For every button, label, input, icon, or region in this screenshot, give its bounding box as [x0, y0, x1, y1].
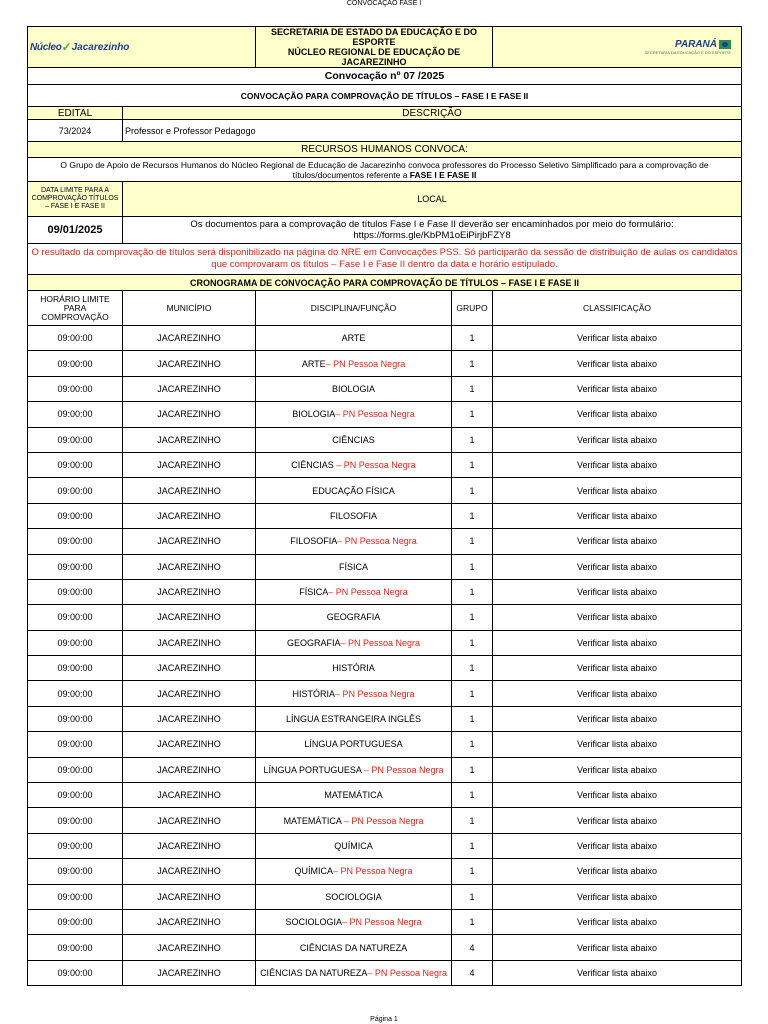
discipline-name: QUÍMICA: [294, 866, 333, 877]
discipline-name: EDUCAÇÃO FÍSICA: [312, 485, 395, 496]
rh-text: [28, 158, 742, 182]
cell-grupo: 4: [452, 960, 493, 985]
nucleo-jacarezinho-logo: [30, 40, 253, 54]
parana-flag-icon: [719, 40, 731, 49]
cell-municipio: JACAREZINHO: [123, 605, 256, 630]
cell-horario: 09:00:00: [28, 402, 123, 427]
cell-grupo: 1: [452, 478, 493, 503]
cell-municipio: JACAREZINHO: [123, 656, 256, 681]
cell-disciplina: [256, 427, 452, 452]
cell-grupo: 1: [452, 909, 493, 934]
table-row: [28, 503, 742, 528]
discipline-name: HISTÓRIA: [332, 663, 375, 674]
cell-municipio: JACAREZINHO: [123, 554, 256, 579]
cell-classificacao: Verificar lista abaixo: [493, 732, 742, 757]
cell-horario: 09:00:00: [28, 935, 123, 960]
table-row: [28, 452, 742, 477]
col-grupo: GRUPO: [452, 291, 493, 326]
cell-horario: 09:00:00: [28, 503, 123, 528]
table-row: [28, 706, 742, 731]
pn-quota-label: – PN Pessoa Negra: [325, 358, 406, 369]
cell-classificacao: Verificar lista abaixo: [493, 859, 742, 884]
cell-municipio: JACAREZINHO: [123, 681, 256, 706]
discipline-name: LÍNGUA PORTUGUESA: [263, 764, 362, 775]
cell-horario: 09:00:00: [28, 376, 123, 401]
cell-horario: 09:00:00: [28, 884, 123, 909]
cell-disciplina: [256, 757, 452, 782]
pn-quota-label: – PN Pessoa Negra: [333, 460, 416, 471]
cell-disciplina: [256, 681, 452, 706]
discipline-name: CIÊNCIAS: [291, 460, 334, 471]
table-row: [28, 909, 742, 934]
cell-grupo: 1: [452, 706, 493, 731]
col-descricao: DESCRIÇÃO: [123, 107, 742, 120]
cell-classificacao: Verificar lista abaixo: [493, 630, 742, 655]
table-row: [28, 935, 742, 960]
cell-municipio: JACAREZINHO: [123, 783, 256, 808]
pn-quota-label: – PN Pessoa Negra: [328, 587, 408, 598]
table-row: [28, 605, 742, 630]
cell-disciplina: [256, 909, 452, 934]
cell-municipio: JACAREZINHO: [123, 503, 256, 528]
cell-grupo: 1: [452, 326, 493, 351]
convocation-subtitle: CONVOCAÇÃO PARA COMPROVAÇÃO DE TÍTULOS – FASE I E FASE II: [28, 85, 742, 107]
institution-line-1: SECRETARIA DE ESTADO DA EDUCAÇÃO E DO ESPORTE: [271, 27, 478, 47]
table-row: [28, 656, 742, 681]
cell-disciplina: [256, 706, 452, 731]
cell-municipio: JACAREZINHO: [123, 808, 256, 833]
page-running-title: CONVOCAÇÃO FASE I: [346, 0, 422, 7]
parana-logo-cell: [493, 27, 742, 68]
cell-classificacao: Verificar lista abaixo: [493, 605, 742, 630]
cell-disciplina: [256, 452, 452, 477]
cell-horario: 09:00:00: [28, 757, 123, 782]
parana-logo: [495, 39, 731, 55]
cell-grupo: 1: [452, 503, 493, 528]
table-row: [28, 732, 742, 757]
cell-horario: 09:00:00: [28, 859, 123, 884]
cell-grupo: 1: [452, 681, 493, 706]
cell-horario: 09:00:00: [28, 960, 123, 985]
discipline-name: GEOGRAFIA: [286, 637, 341, 648]
local-instructions: [123, 217, 742, 244]
cell-municipio: JACAREZINHO: [123, 630, 256, 655]
discipline-name: BIOLOGIA: [292, 409, 336, 420]
cell-grupo: 1: [452, 605, 493, 630]
cell-grupo: 1: [452, 402, 493, 427]
cell-disciplina: [256, 960, 452, 985]
table-row: [28, 884, 742, 909]
local-text: Os documentos para a comprovação de títulos Fase I e Fase II deverão ser encaminhados por meio do formulário:: [190, 219, 674, 230]
schedule-title: CRONOGRAMA DE CONVOCAÇÃO PARA COMPROVAÇÃO DE TÍTULOS – FASE I E FASE II: [28, 275, 742, 291]
table-row: [28, 783, 742, 808]
header-institution: [256, 27, 493, 68]
cell-classificacao: Verificar lista abaixo: [493, 452, 742, 477]
table-row: [28, 554, 742, 579]
pn-quota-label: – PN Pessoa Negra: [340, 637, 421, 648]
cell-grupo: 1: [452, 808, 493, 833]
pn-quota-label: – PN Pessoa Negra: [361, 764, 444, 775]
rh-title: RECURSOS HUMANOS CONVOCA:: [28, 142, 742, 158]
cell-grupo: 1: [452, 656, 493, 681]
col-local: LOCAL: [123, 182, 742, 217]
cell-disciplina: [256, 529, 452, 554]
pn-quota-label: – PN Pessoa Negra: [342, 917, 422, 928]
header-logo-cell: [28, 27, 256, 68]
cell-horario: 09:00:00: [28, 732, 123, 757]
cell-municipio: JACAREZINHO: [123, 706, 256, 731]
table-row: [28, 376, 742, 401]
cell-horario: 09:00:00: [28, 351, 123, 376]
cell-municipio: JACAREZINHO: [123, 326, 256, 351]
cell-classificacao: Verificar lista abaixo: [493, 376, 742, 401]
cell-municipio: JACAREZINHO: [123, 478, 256, 503]
cell-horario: 09:00:00: [28, 554, 123, 579]
discipline-name: MATEMÁTICA: [283, 815, 342, 826]
cell-municipio: JACAREZINHO: [123, 376, 256, 401]
cell-municipio: JACAREZINHO: [123, 452, 256, 477]
discipline-name: FILOSOFIA: [290, 536, 338, 547]
cell-municipio: JACAREZINHO: [123, 351, 256, 376]
descricao-value: Professor e Professor Pedagogo: [123, 120, 742, 142]
cell-classificacao: Verificar lista abaixo: [493, 884, 742, 909]
table-row: [28, 960, 742, 985]
cell-municipio: JACAREZINHO: [123, 884, 256, 909]
cell-grupo: 1: [452, 427, 493, 452]
cell-classificacao: Verificar lista abaixo: [493, 757, 742, 782]
cell-classificacao: Verificar lista abaixo: [493, 478, 742, 503]
table-row: [28, 681, 742, 706]
cell-horario: 09:00:00: [28, 326, 123, 351]
cell-municipio: JACAREZINHO: [123, 757, 256, 782]
cell-disciplina: [256, 630, 452, 655]
cell-classificacao: Verificar lista abaixo: [493, 351, 742, 376]
discipline-name: MATEMÁTICA: [324, 790, 383, 801]
table-row: [28, 630, 742, 655]
cell-municipio: JACAREZINHO: [123, 833, 256, 858]
table-row: [28, 478, 742, 503]
cell-disciplina: [256, 554, 452, 579]
cell-disciplina: [256, 605, 452, 630]
cell-classificacao: Verificar lista abaixo: [493, 579, 742, 604]
cell-grupo: 4: [452, 935, 493, 960]
cell-horario: 09:00:00: [28, 478, 123, 503]
col-municipio: MUNICÍPIO: [123, 291, 256, 326]
cell-disciplina: [256, 884, 452, 909]
cell-classificacao: Verificar lista abaixo: [493, 326, 742, 351]
cell-grupo: 1: [452, 554, 493, 579]
pn-quota-label: – PN Pessoa Negra: [337, 536, 417, 547]
logo-text-jacarezinho: Jacarezinho: [71, 41, 130, 53]
pn-quota-label: – PN Pessoa Negra: [333, 866, 413, 877]
cell-horario: 09:00:00: [28, 833, 123, 858]
cell-horario: 09:00:00: [28, 783, 123, 808]
cell-municipio: JACAREZINHO: [123, 859, 256, 884]
cell-disciplina: [256, 376, 452, 401]
cell-classificacao: Verificar lista abaixo: [493, 706, 742, 731]
convocation-number: Convocação nº 07 /2025: [28, 68, 742, 85]
cell-classificacao: Verificar lista abaixo: [493, 503, 742, 528]
discipline-name: SOCIOLOGIA: [325, 891, 382, 902]
cell-horario: 09:00:00: [28, 630, 123, 655]
discipline-name: QUÍMICA: [334, 841, 373, 851]
cell-grupo: 1: [452, 833, 493, 858]
discipline-name: FÍSICA: [299, 587, 329, 598]
cell-classificacao: Verificar lista abaixo: [493, 427, 742, 452]
table-row: [28, 326, 742, 351]
cell-classificacao: Verificar lista abaixo: [493, 808, 742, 833]
edital-value: 73/2024: [28, 120, 123, 142]
cell-grupo: 1: [452, 757, 493, 782]
rh-text-body: O Grupo de Apoio de Recursos Humanos do Núcleo Regional de Educação de Jacarezinho convoca professores do Processo Seletivo Simplificado para a comprovação de títulos/documentos referente a: [60, 159, 709, 180]
pn-quota-label: – PN Pessoa Negra: [341, 815, 424, 826]
cell-grupo: 1: [452, 376, 493, 401]
cell-classificacao: Verificar lista abaixo: [493, 833, 742, 858]
discipline-name: CIÊNCIAS DA NATUREZA: [299, 942, 408, 953]
cell-horario: 09:00:00: [28, 681, 123, 706]
table-row: [28, 351, 742, 376]
cell-municipio: JACAREZINHO: [123, 960, 256, 985]
page-footer: Página 1: [370, 1016, 398, 1023]
col-disciplina: DISCIPLINA/FUNÇÃO: [256, 291, 452, 326]
cell-grupo: 1: [452, 452, 493, 477]
pn-quota-label: – PN Pessoa Negra: [335, 409, 415, 420]
cell-municipio: JACAREZINHO: [123, 427, 256, 452]
cell-grupo: 1: [452, 732, 493, 757]
col-data-limite: DATA LIMITE PARA A COMPROVAÇÃO TÍTULOS – FASE I E FASE II: [28, 182, 123, 217]
cell-horario: 09:00:00: [28, 808, 123, 833]
discipline-name: LÍNGUA PORTUGUESA: [304, 739, 403, 750]
discipline-name: GEOGRAFIA: [326, 612, 381, 623]
cell-municipio: JACAREZINHO: [123, 935, 256, 960]
cell-horario: 09:00:00: [28, 579, 123, 604]
pn-quota-label: – PN Pessoa Negra: [367, 967, 447, 978]
parana-logo-subtitle: SECRETARIA DA EDUCAÇÃO E DO ESPORTE: [644, 50, 732, 55]
cell-disciplina: [256, 732, 452, 757]
cell-disciplina: [256, 351, 452, 376]
cell-grupo: 1: [452, 884, 493, 909]
cell-horario: 09:00:00: [28, 529, 123, 554]
cell-grupo: 1: [452, 579, 493, 604]
cell-classificacao: Verificar lista abaixo: [493, 656, 742, 681]
cell-horario: 09:00:00: [28, 452, 123, 477]
table-row: [28, 402, 742, 427]
checkmark-icon: ✓: [61, 40, 72, 54]
cell-grupo: 1: [452, 351, 493, 376]
table-row: [28, 859, 742, 884]
cell-disciplina: [256, 783, 452, 808]
cell-classificacao: Verificar lista abaixo: [493, 681, 742, 706]
col-horario: HORÁRIO LIMITE PARA COMPROVAÇÃO: [28, 291, 123, 326]
cell-grupo: 1: [452, 783, 493, 808]
cell-municipio: JACAREZINHO: [123, 732, 256, 757]
cell-horario: 09:00:00: [28, 605, 123, 630]
table-row: [28, 833, 742, 858]
cell-horario: 09:00:00: [28, 656, 123, 681]
table-row: [28, 808, 742, 833]
discipline-name: CIÊNCIAS: [332, 434, 375, 445]
cell-municipio: JACAREZINHO: [123, 402, 256, 427]
cell-horario: 09:00:00: [28, 706, 123, 731]
cell-grupo: 1: [452, 529, 493, 554]
institution-line-2: NÚCLEO REGIONAL DE EDUCAÇÃO DE JACAREZINHO: [287, 47, 461, 67]
discipline-name: SOCIOLOGIA: [285, 917, 342, 928]
parana-logo-text: PARANÁ: [674, 39, 718, 50]
cell-disciplina: [256, 833, 452, 858]
cell-disciplina: [256, 326, 452, 351]
discipline-name: CIÊNCIAS DA NATUREZA: [260, 967, 368, 978]
cell-disciplina: [256, 478, 452, 503]
schedule-rows: [28, 326, 742, 986]
cell-disciplina: [256, 579, 452, 604]
convocation-table: [27, 26, 742, 986]
cell-disciplina: [256, 808, 452, 833]
cell-disciplina: [256, 656, 452, 681]
discipline-name: ARTE: [341, 333, 366, 344]
cell-classificacao: Verificar lista abaixo: [493, 783, 742, 808]
form-link[interactable]: https://forms.gle/KbPM1oEiPirjbFZY8: [353, 230, 511, 241]
cell-grupo: 1: [452, 630, 493, 655]
table-row: [28, 579, 742, 604]
table-row: [28, 529, 742, 554]
discipline-name: FÍSICA: [339, 561, 369, 572]
cell-classificacao: Verificar lista abaixo: [493, 554, 742, 579]
cell-disciplina: [256, 859, 452, 884]
rh-text-bold: FASE I E FASE II: [409, 169, 477, 180]
cell-disciplina: [256, 402, 452, 427]
pn-quota-label: – PN Pessoa Negra: [335, 688, 415, 699]
cell-municipio: JACAREZINHO: [123, 579, 256, 604]
cell-disciplina: [256, 935, 452, 960]
cell-municipio: JACAREZINHO: [123, 529, 256, 554]
table-row: [28, 757, 742, 782]
discipline-name: ARTE: [301, 358, 326, 369]
cell-horario: 09:00:00: [28, 427, 123, 452]
cell-classificacao: Verificar lista abaixo: [493, 529, 742, 554]
discipline-name: BIOLOGIA: [332, 383, 376, 394]
cell-classificacao: Verificar lista abaixo: [493, 935, 742, 960]
logo-text-nucleo: Núcleo: [30, 41, 62, 53]
discipline-name: FILOSOFIA: [330, 510, 378, 521]
discipline-name: HISTÓRIA: [292, 688, 335, 699]
cell-classificacao: Verificar lista abaixo: [493, 960, 742, 985]
table-row: [28, 427, 742, 452]
cell-classificacao: Verificar lista abaixo: [493, 909, 742, 934]
cell-grupo: 1: [452, 859, 493, 884]
cell-municipio: JACAREZINHO: [123, 909, 256, 934]
cell-classificacao: Verificar lista abaixo: [493, 402, 742, 427]
result-notice: O resultado da comprovação de títulos será disponibilizado na página do NRE em Convocações PSS. Só participarão da sessão de distribuição de aulas os candidatos que comprovaram os títulos – Fase I e Fase II dentro da data e horário estipulado.: [28, 244, 742, 275]
cell-disciplina: [256, 503, 452, 528]
col-classificacao: CLASSIFICAÇÃO: [493, 291, 742, 326]
deadline-date: 09/01/2025: [28, 217, 123, 244]
col-edital: EDITAL: [28, 107, 123, 120]
cell-horario: 09:00:00: [28, 909, 123, 934]
discipline-name: LÍNGUA ESTRANGEIRA INGLÊS: [285, 714, 422, 725]
